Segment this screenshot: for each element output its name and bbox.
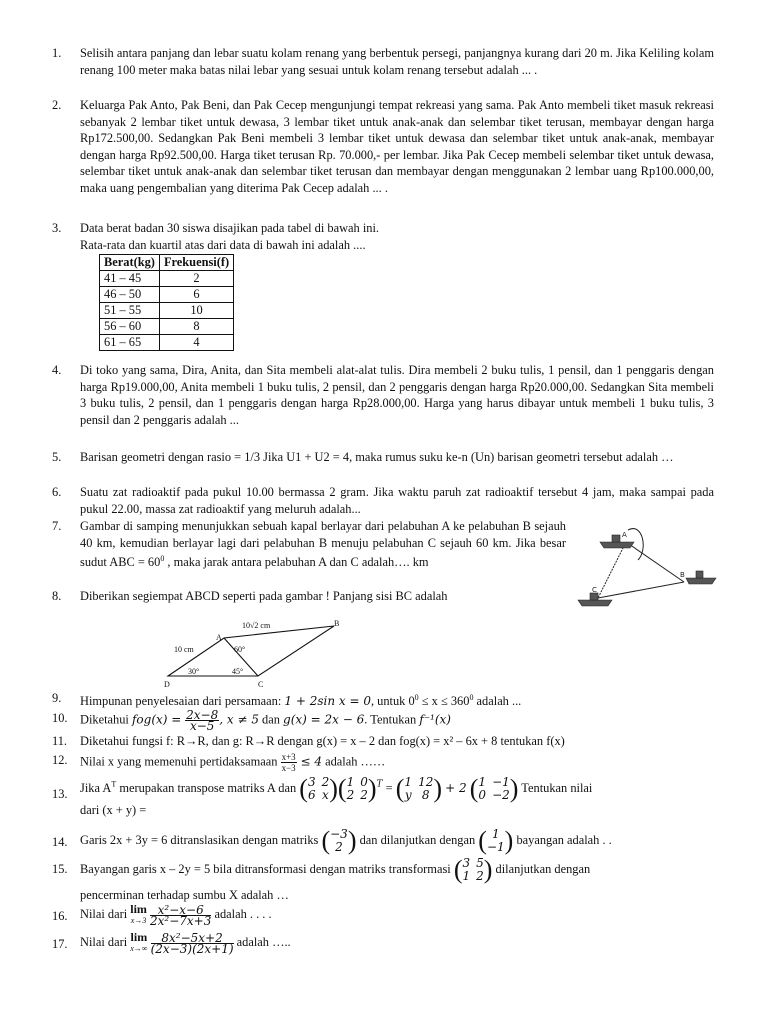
question-text: Garis 2x + 3y = 6 ditranslasikan dengan matriks ( −3 2 ) dan dilanjutkan dengan ( 1 −1 ) bayangan adalah . . — [80, 826, 612, 855]
fraction: $\frac{x+3}{x-3}$ — [281, 752, 296, 773]
question-number: 1. — [52, 46, 62, 60]
angle-d-label: 30° — [188, 667, 200, 676]
limit-operator: lim x→3 — [130, 902, 147, 925]
question-16 — [52, 904, 714, 926]
angle-c-label: 45° — [232, 667, 244, 676]
angle-a-label: 60° — [234, 645, 246, 654]
question-text: Nilai x yang memenuhi pertidaksamaan $\frac{x+3}{x-3}$ ≤ 4 adalah …… — [80, 752, 386, 773]
question-text: Suatu zat radioaktif pada pukul 10.00 bermassa 2 gram. Jika waktu paruh zat radioaktif tersebut 4 jam, maka sampai pada pukul 22.00, massa zat radioaktif yang meluruh adalah... — [80, 485, 714, 516]
question-3 — [52, 220, 714, 253]
question-number: 6. — [52, 485, 62, 499]
question-text: Diketahui fog(x) = $\frac{2x-8}{x-5}$ , x ≠ 5 dan g(x) = 2x − 6. Tentukan f⁻¹(x) — [80, 708, 451, 733]
question-15 — [52, 857, 714, 904]
question-17 — [52, 932, 714, 954]
column-header-weight: Berat(kg) — [100, 255, 160, 271]
ship-a-cabin — [612, 535, 620, 542]
table-cell: 46 – 50 — [100, 287, 160, 303]
ship-b-icon — [686, 578, 716, 584]
question-number: 8. — [52, 589, 62, 603]
table-row — [100, 287, 234, 303]
ship-a-icon — [600, 542, 634, 548]
point-c-label: C — [592, 586, 597, 594]
question-text: Bayangan garis x – 2y = 5 bila ditransformasi dengan matriks transformasi ( 3 5 1 2 ) dilanjutkan dengan pencerminan terhadap sumbu X adalah … — [80, 855, 591, 902]
table-row — [100, 319, 234, 335]
vertex-b-label: B — [334, 619, 340, 628]
question-number: 7. — [52, 519, 62, 533]
question-text: Gambar di samping menunjukkan sebuah kapal berlayar dari pelabuhan A ke pelabuhan B sejauh 40 km, kemudian berlayar lagi dari pelabuhan B menuju pelabuhan C sejauh 60 km. Jika besar sudut ABC = $60^0$ , maka jarak antara pelabuhan A dan C adalah…. km — [80, 519, 566, 570]
question-9 — [52, 690, 714, 710]
question-number: 5. — [52, 450, 62, 464]
question-text: Nilai dari lim x→∞ $\frac{\text{8x²−5x+2}}{(2x-3)(2x+1)}$ adalah ….. — [80, 930, 291, 956]
question-number: 3. — [52, 221, 62, 235]
table-cell: 51 – 55 — [100, 303, 160, 319]
question-text: Keluarga Pak Anto, Pak Beni, dan Pak Cecep mengunjungi tempat rekreasi yang sama. Pak Anto membeli tiket masuk rekreasi sebanyak 2 lembar tiket untuk dewasa, 3 lembar tiket untuk anak-anak dan selembar tiket terusan, membayar dengan harga Rp172.500,00. Sedangkan Pak Beni membeli 3 lembar tiket untuk dewasa dan selembar tiket untuk anak-anak, membayar dengan harga Rp92.500,00. Harga tiket terusan Rp. 70.000,- per lembar. Jika Pak Cecep membeli selembar tiket untuk dewasa, selembar tiket untuk anak-anak dan selembar tiket terusan dan membayar dengan menggunakan 2 lembar uang Rp100.000,00, maka uang pengembalian yang diterima Pak Cecep adalah ... . — [80, 98, 714, 195]
question-14 — [52, 828, 714, 854]
question-number: 2. — [52, 98, 62, 112]
question-text: Nilai dari lim x→3 $\frac{\text{x²−x−6}}{\text{2x²−7x+3}}$ adalah . . . . — [80, 902, 272, 928]
table-row — [100, 335, 234, 351]
question-text: Jika $A^T$ merupakan transpose matriks A dan ( 3 2 6 x ) ( 1 0 2 2 ) $^T$ = ( 1 12 y 8 ) + 2 ( 1 −1 0 −2 ) Tentukan nilai dari (x + y) = — [80, 774, 593, 817]
translation-vector: ( −3 2 ) — [321, 826, 357, 855]
matrix-a: ( 3 2 6 x ) — [299, 774, 338, 803]
question-number: 4. — [52, 363, 62, 377]
vertex-d-label: D — [164, 680, 170, 689]
question-5 — [52, 449, 714, 466]
question-text: Diketahui fungsi f: R→R, dan g: R→R dengan g(x) = x – 2 dan fog(x) = x² – 6x + 8 tentukan f(x) — [80, 734, 565, 748]
table-cell: 2 — [159, 271, 233, 287]
question-2 — [52, 97, 714, 197]
question-11 — [52, 733, 714, 750]
table-header-row — [100, 255, 234, 271]
question-1 — [52, 45, 714, 78]
side-ad-label: 10 cm — [174, 645, 194, 654]
route-ab — [626, 542, 684, 582]
question-text: Barisan geometri dengan rasio = 1/3 Jika U1 + U2 = 4, maka rumus suku ke-n (Un) barisan geometri tersebut adalah … — [80, 450, 674, 464]
question-text: Himpunan penyelesaian dari persamaan: 1 + 2sin x = 0, untuk $0^0 \le x \le 360^0$ adalah ... — [80, 693, 522, 709]
table-cell: 6 — [159, 287, 233, 303]
question-number: 10. — [52, 711, 68, 725]
quadrilateral-figure — [158, 614, 348, 690]
table-row — [100, 271, 234, 287]
question-number: 11. — [52, 734, 68, 748]
question-number: 12. — [52, 753, 68, 767]
question-number: 16. — [52, 909, 68, 923]
table-row — [100, 303, 234, 319]
question-number: 13. — [52, 787, 68, 801]
question-subtext: Rata-rata dan kuartil atas dari data di bawah ini adalah .... — [80, 237, 366, 252]
weight-frequency-table — [99, 254, 234, 351]
second-vector: ( 1 −1 ) — [478, 826, 514, 855]
question-text: Selisih antara panjang dan lebar suatu kolam renang yang berbentuk persegi, panjangnya kurang dari 20 m. Jika Keliling kolam renang 100 meter maka batas nilai lebar yang sesuai untuk kolam renang tersebut adalah ... . — [80, 46, 714, 77]
point-a-label: A — [622, 531, 627, 539]
table-cell: 41 – 45 — [100, 271, 160, 287]
fraction: $\frac{\text{x²−x−6}}{\text{2x²−7x+3}}$ — [150, 902, 212, 928]
limit-operator: lim x→∞ — [130, 930, 148, 953]
table-cell: 56 – 60 — [100, 319, 160, 335]
question-number: 15. — [52, 862, 68, 876]
point-b-label: B — [680, 571, 685, 579]
question-10 — [52, 710, 714, 731]
question-number: 14. — [52, 835, 68, 849]
ship-b-cabin — [696, 571, 703, 578]
question-13 — [52, 776, 714, 819]
question-text: Di toko yang sama, Dira, Anita, dan Sita membeli alat-alat tulis. Dira membeli 2 buku tulis, 1 pensil, dan 1 penggaris dengan harga Rp19.000,00, Anita membeli 1 buku tulis, 2 pensil, dan 2 penggaris dengan harga Rp20.000,00. Sedangkan Sita membeli 3 buku tulis, 2 pensil, dan 1 penggaris dengan harga Rp28.000,00. Harga yang harus dibayar untuk membeli 1 buku tulis, 3 pensil dan 2 penggaris adalah ... — [80, 363, 714, 427]
vertex-a-label: A — [216, 633, 222, 642]
question-number: 9. — [52, 691, 62, 705]
vertex-c-label: C — [258, 680, 264, 689]
fraction: $\frac{2x-8}{x-5}$ — [186, 708, 219, 733]
matrix-b: ( 1 0 2 2 ) — [337, 774, 377, 803]
column-header-frequency: Frekuensi(f) — [159, 255, 233, 271]
question-number: 17. — [52, 937, 68, 951]
question-text: Diberikan segiempat ABCD seperti pada gambar ! Panjang sisi BC adalah — [80, 589, 448, 603]
question-12 — [52, 752, 714, 773]
side-ab-label: 10√2 cm — [242, 621, 271, 630]
matrix-d: ( 1 −1 0 −2 ) — [469, 774, 519, 803]
table-cell: 8 — [159, 319, 233, 335]
question-text: Data berat badan 30 siswa disajikan pada tabel di bawah ini. — [80, 221, 379, 235]
table-cell: 10 — [159, 303, 233, 319]
table-cell: 61 – 65 — [100, 335, 160, 351]
table-cell: 4 — [159, 335, 233, 351]
question-4 — [52, 362, 714, 428]
question-8 — [52, 588, 714, 605]
transformation-matrix: ( 3 5 1 2 ) — [453, 855, 493, 884]
question-6 — [52, 484, 714, 517]
matrix-c: ( 1 12 y 8 ) — [395, 774, 443, 803]
fraction: $\frac{\text{8x²−5x+2}}{(2x-3)(2x+1)}$ — [150, 930, 234, 956]
